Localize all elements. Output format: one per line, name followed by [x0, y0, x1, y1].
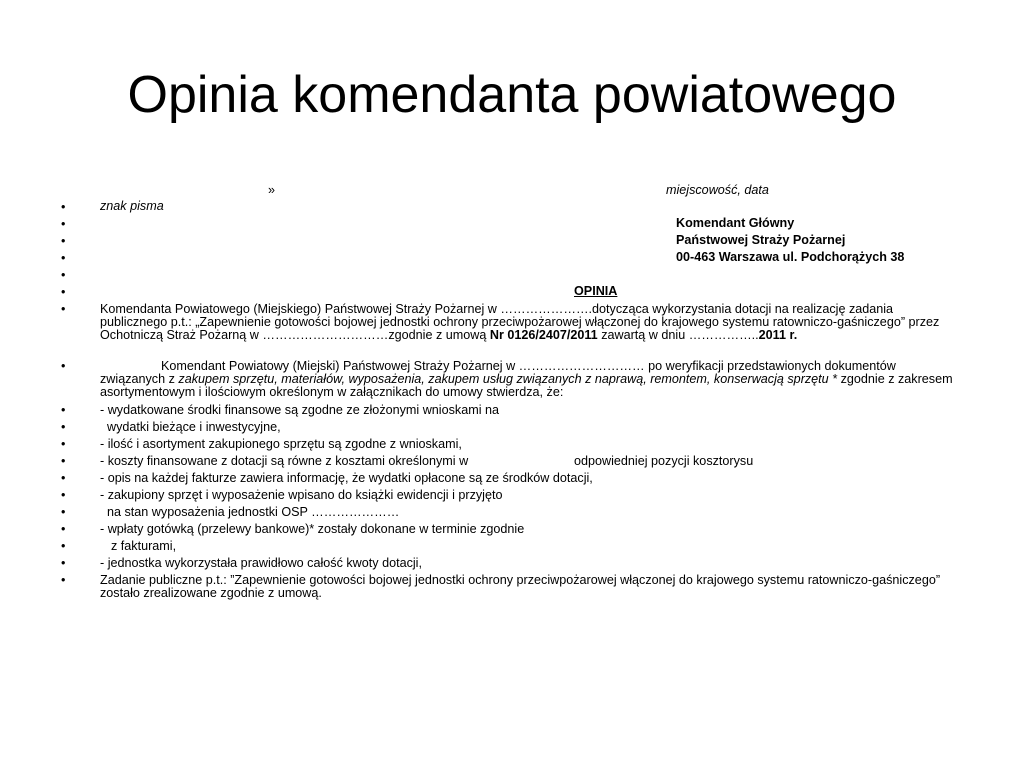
list-item: na stan wyposażenia jednostki OSP …………………: [107, 505, 400, 519]
addressee-line-1: Komendant Główny: [676, 216, 795, 230]
list-item: odpowiedniej pozycji kosztorysu: [574, 454, 754, 468]
bullet: •: [61, 471, 66, 485]
bullet: •: [61, 302, 66, 316]
paragraph-opinion-text: Komendanta Powiatowego (Miejskiego) Państwowej Straży Pożarnej w ………………….dotycząca wykorzystania dotacji na realizację zadania publicznego p.t.: „Zapewnienie gotowości bojowej jednostki ochrony przeciwpożarowej włączonej do krajowego systemu ratowniczo-gaśniczego” przez Ochotniczą Straż Pożarną w …………………………zgodnie z umową: [100, 302, 940, 342]
bullet: •: [61, 359, 66, 373]
paragraph-verification-scope: zakupem sprzętu, materiałów, wyposażenia, zakupem usług związanych z naprawą, remontem, konserwacją sprzętu *: [178, 372, 838, 386]
addressee-line-3: 00-463 Warszawa ul. Podchorążych 38: [676, 250, 905, 264]
list-item: - zakupiony sprzęt i wyposażenie wpisano do książki ewidencji i przyjęto: [100, 488, 503, 502]
bullet: •: [61, 285, 66, 299]
addressee-line-2: Państwowej Straży Pożarnej: [676, 233, 846, 247]
bullet: •: [61, 403, 66, 417]
bullet: •: [61, 522, 66, 536]
bullet: •: [61, 217, 66, 231]
bullet: •: [61, 539, 66, 553]
paragraph-verification-end: zgodnie z zakresem asortymentowym i ilościowym określonym w załącznikach do umowy stwierdza, że:: [100, 372, 953, 399]
list-item: z fakturami,: [111, 539, 177, 553]
agreement-year: 2011 r.: [758, 328, 798, 342]
bullet: •: [61, 505, 66, 519]
closing-statement: Zadanie publiczne p.t.: ”Zapewnienie gotowości bojowej jednostki ochrony przeciwpożarowej włączonej do krajowego systemu ratowniczo-gaśniczego” zostało zrealizowane zgodnie z umową.: [100, 573, 941, 600]
list-item: - wpłaty gotówką (przelewy bankowe)* zostały dokonane w terminie zgodnie: [100, 522, 525, 536]
document-ref: znak pisma: [100, 199, 164, 213]
paragraph-verification: [100, 360, 962, 399]
list-item: wydatki bieżące i inwestycyjne,: [107, 420, 281, 434]
bullet: •: [61, 200, 66, 214]
agreement-number: Nr 0126/2407/2011: [489, 328, 598, 342]
list-item: - ilość i asortyment zakupionego sprzętu są zgodne z wnioskami,: [100, 437, 462, 451]
bullet: •: [61, 420, 66, 434]
bullet: •: [61, 268, 66, 282]
list-item: - opis na każdej fakturze zawiera informację, że wydatki opłacone są ze środków dotacji,: [100, 471, 593, 485]
list-item: - wydatkowane środki finansowe są zgodne ze złożonymi wnioskami na: [100, 403, 499, 417]
bullet: •: [61, 251, 66, 265]
paragraph-verification-text: Komendant Powiatowy (Miejski) Państwowej Straży Pożarnej w ………………………… po weryfikacji przedstawionych dokumentów związanych z: [100, 359, 896, 386]
bullet: •: [61, 573, 66, 587]
paragraph-opinion: [100, 303, 962, 342]
list-item: - jednostka wykorzystała prawidłowo całość kwoty dotacji,: [100, 556, 422, 570]
opinion-heading: OPINIA: [574, 284, 618, 298]
quote-mark: »: [268, 183, 276, 197]
paragraph-opinion-date: zawartą w dniu ……………..: [597, 328, 759, 342]
place-date: miejscowość, data: [666, 183, 769, 197]
bullet: •: [61, 488, 66, 502]
bullet: •: [61, 556, 66, 570]
list-item: - koszty finansowane z dotacji są równe z kosztami określonymi w: [100, 454, 469, 468]
bullet: •: [61, 454, 66, 468]
bullet: •: [61, 234, 66, 248]
slide-title: Opinia komendanta powiatowego: [127, 66, 897, 124]
bullet: •: [61, 437, 66, 451]
